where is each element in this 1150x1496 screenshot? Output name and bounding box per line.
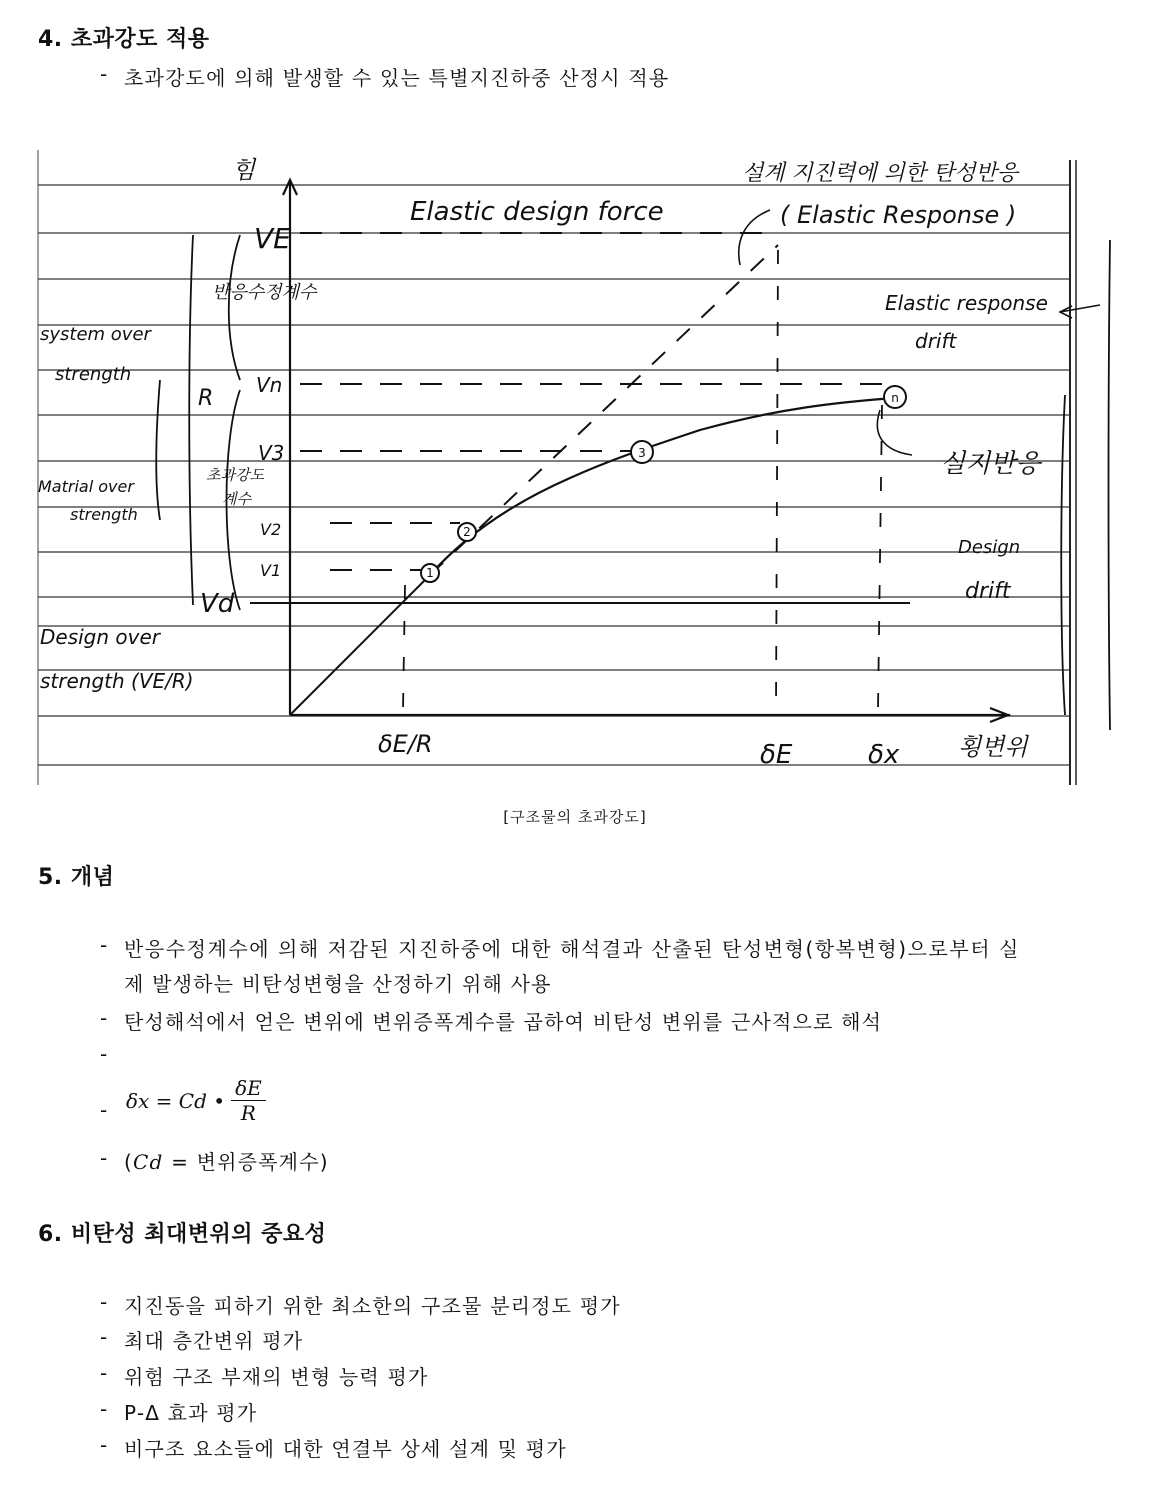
bullet-dash: -	[100, 1397, 108, 1421]
system-over-label-1: system over	[40, 324, 151, 345]
delta-x-label: δx	[868, 740, 900, 770]
delta-e-over-r-label: δE/R	[378, 730, 433, 758]
v3-label: V3	[258, 441, 285, 465]
section-5-bullet-1a: 반응수정계수에 의해 저감된 지진하중에 대한 해석결과 산출된 탄성변형(항복변형)으로부터 실	[124, 937, 1020, 961]
formula-denominator: R	[240, 1101, 256, 1125]
bullet-dash: -	[100, 1433, 108, 1457]
elastic-design-force-label: Elastic design force	[410, 197, 664, 227]
delta-e-label: δE	[760, 740, 793, 770]
section-6-bullet-1: 지진동을 피하기 위한 최소한의 구조물 분리정도 평가	[124, 1294, 621, 1318]
section-6-bullet-4: P-Δ 효과 평가	[124, 1401, 258, 1425]
elastic-response-drift-label-1: Elastic response	[885, 291, 1048, 315]
material-over-label-1: Matrial over	[38, 477, 134, 496]
note-symbol: Cd	[133, 1150, 164, 1174]
point-2: 2	[463, 525, 471, 539]
figure-caption: [구조물의 초과강도]	[503, 808, 647, 826]
design-over-label-1: Design over	[40, 625, 161, 649]
bullet-dash: -	[100, 933, 108, 957]
bullet-dash: -	[100, 1361, 108, 1385]
v2-label: V2	[260, 520, 282, 539]
design-over-label-2: strength (VE/R)	[40, 669, 194, 693]
x-axis-label: 횡변위	[958, 733, 1028, 761]
y-axis-label: 힘	[232, 156, 256, 184]
section-5-title: 5. 개념	[38, 865, 115, 890]
korean-elastic-response-label: 설계 지진력에 의한 탄성반응	[742, 161, 1019, 186]
bullet-dash: -	[100, 1325, 108, 1349]
note-rest: = 변위증폭계수)	[163, 1150, 329, 1174]
material-over-label-2: strength	[70, 505, 138, 524]
point-3: 3	[638, 446, 646, 460]
overstrength-figure	[0, 140, 1150, 800]
elastic-response-drift-label-2: drift	[915, 329, 957, 353]
bullet-dash: -	[100, 1146, 108, 1170]
point-n: n	[891, 391, 899, 405]
r-label: R	[198, 386, 214, 411]
section-5-bullet-1b: 제 발생하는 비탄성변형을 산정하기 위해 사용	[124, 972, 552, 996]
overstrength-coefficient-label-1: 초과강도	[206, 466, 264, 484]
section-6-bullet-3: 위험 구조 부재의 변형 능력 평가	[124, 1365, 429, 1389]
section-6-title: 6. 비탄성 최대변위의 중요성	[38, 1222, 327, 1247]
vd-label: Vd	[200, 589, 235, 619]
section-5-bullet-2: 탄성해석에서 얻은 변위에 변위증폭계수를 곱하여 비탄성 변위를 근사적으로 해석	[124, 1010, 883, 1034]
design-drift-label-2: drift	[965, 579, 1011, 604]
bullet-dash: -	[100, 1290, 108, 1314]
overstrength-coefficient-label-2: 계수	[222, 490, 251, 508]
formula-fraction	[231, 1076, 266, 1125]
section-4-bullet: 초과강도에 의해 발생할 수 있는 특별지진하중 산정시 적용	[124, 66, 670, 90]
actual-response-label: 실지반응	[940, 449, 1041, 479]
section-6-bullet-2: 최대 층간변위 평가	[124, 1329, 304, 1353]
v1-label: V1	[260, 561, 282, 580]
bullet-dash: -	[100, 1006, 108, 1030]
system-over-label-2: strength	[55, 364, 132, 385]
bullet-dash: -	[100, 1042, 108, 1066]
formula	[126, 1076, 266, 1125]
section-5-note	[124, 1146, 329, 1175]
section-6-bullet-5: 비구조 요소들에 대한 연결부 상세 설계 및 평가	[124, 1437, 567, 1461]
formula-numerator: δE	[231, 1076, 266, 1101]
response-coefficient-label: 반응수정계수	[212, 282, 317, 303]
bullet-dash: -	[100, 1098, 108, 1122]
section-4-title: 4. 초과강도 적용	[38, 27, 210, 52]
ve-label: VE	[254, 222, 291, 255]
note-prefix: (	[124, 1150, 134, 1174]
bullet-dash: -	[100, 62, 108, 86]
formula-lhs: δx = Cd •	[126, 1088, 226, 1113]
design-drift-label-1: Design	[958, 537, 1021, 558]
point-1: 1	[426, 566, 434, 580]
vn-label: Vn	[256, 373, 283, 397]
elastic-response-label: ( Elastic Response )	[780, 201, 1017, 229]
